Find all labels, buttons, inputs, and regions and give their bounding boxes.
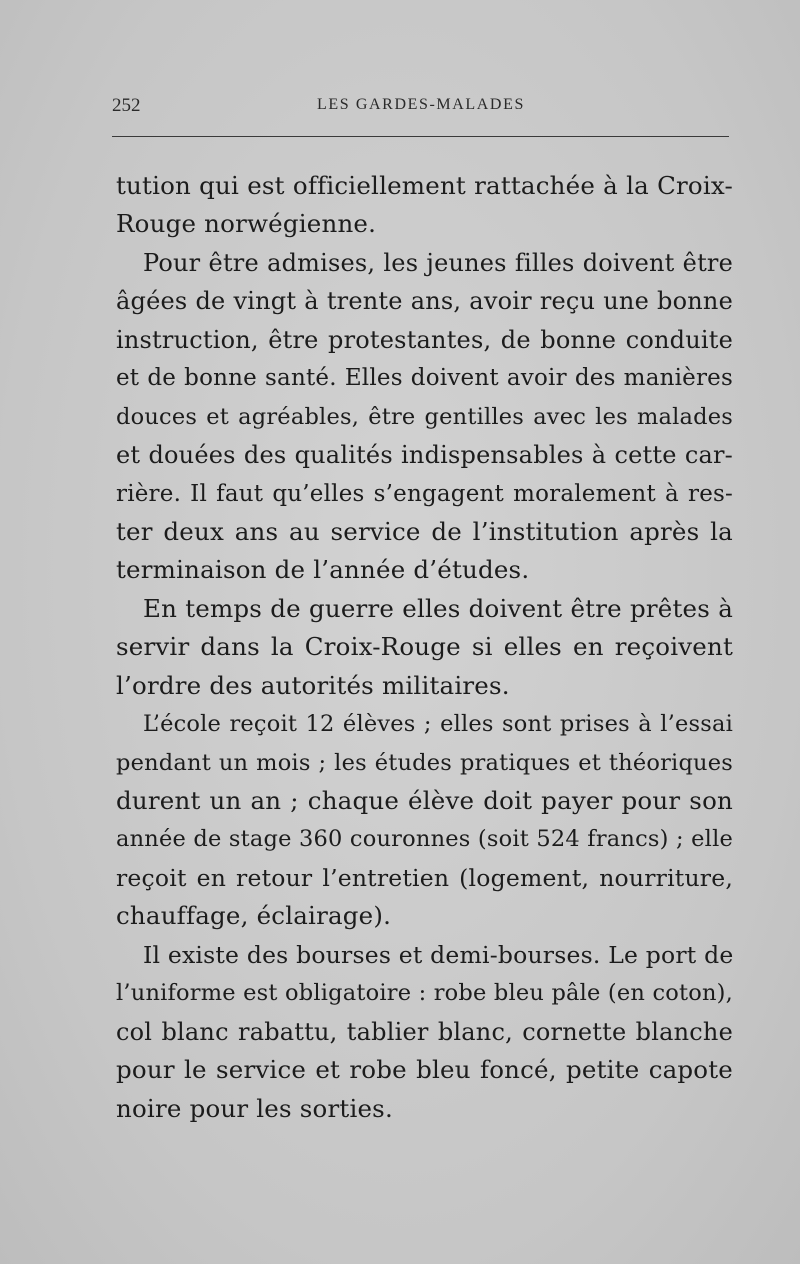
text-line: durent un an ; chaque élève doit payer pour son	[116, 786, 733, 815]
text-line: rière. Il faut qu’elles s’engagent moralement à res-	[116, 480, 733, 507]
text-line: âgées de vingt à trente ans, avoir reçu une bonne	[116, 287, 733, 316]
text-line: chauffage, éclairage).	[116, 901, 392, 931]
text-line: et de bonne santé. Elles doivent avoir des manières	[116, 365, 733, 392]
text-line: L’école reçoit 12 élèves ; elles sont prises à l’essai	[143, 711, 733, 738]
text-line: l’uniforme est obligatoire : robe bleu pâle (en coton),	[116, 980, 734, 1007]
page-number: 252	[112, 95, 141, 116]
text-line: Pour être admises, les jeunes filles doivent être	[143, 248, 733, 277]
body-text	[116, 167, 733, 1128]
text-line: terminaison de l’année d’études.	[116, 555, 530, 585]
text-line: Il existe des bourses et demi-bourses. Le port de	[143, 940, 734, 969]
text-line: instruction, être protestantes, de bonne conduite	[116, 325, 733, 354]
text-line: l’ordre des autorités militaires.	[116, 670, 510, 700]
text-line: pour le service et robe bleu foncé, petite capote	[116, 1055, 733, 1085]
text-line: année de stage 360 couronnes (soit 524 francs) ; elle	[116, 826, 733, 853]
text-line: pendant un mois ; les études pratiques et théoriques	[116, 749, 733, 776]
text-line: tution qui est officiellement rattachée à la Croix-	[116, 171, 733, 200]
text-line: servir dans la Croix-Rouge si elles en reçoivent	[116, 632, 733, 662]
page-header	[112, 95, 730, 121]
text-line: col blanc rabattu, tablier blanc, cornette blanche	[116, 1017, 733, 1046]
text-line: Rouge norwégienne.	[116, 209, 377, 239]
text-line: En temps de guerre elles doivent être prêtes à	[143, 593, 733, 623]
text-line: reçoit en retour l’entretien (logement, nourriture,	[116, 863, 733, 892]
text-line: noire pour les sorties.	[116, 1093, 393, 1123]
header-rule	[112, 136, 729, 137]
text-line: et douées des qualités indispensables à cette car-	[116, 441, 733, 470]
running-title: LES GARDES-MALADES	[317, 96, 525, 113]
text-line: ter deux ans au service de l’institution après la	[116, 516, 733, 546]
text-line: douces et agréables, être gentilles avec les malades	[116, 403, 733, 430]
